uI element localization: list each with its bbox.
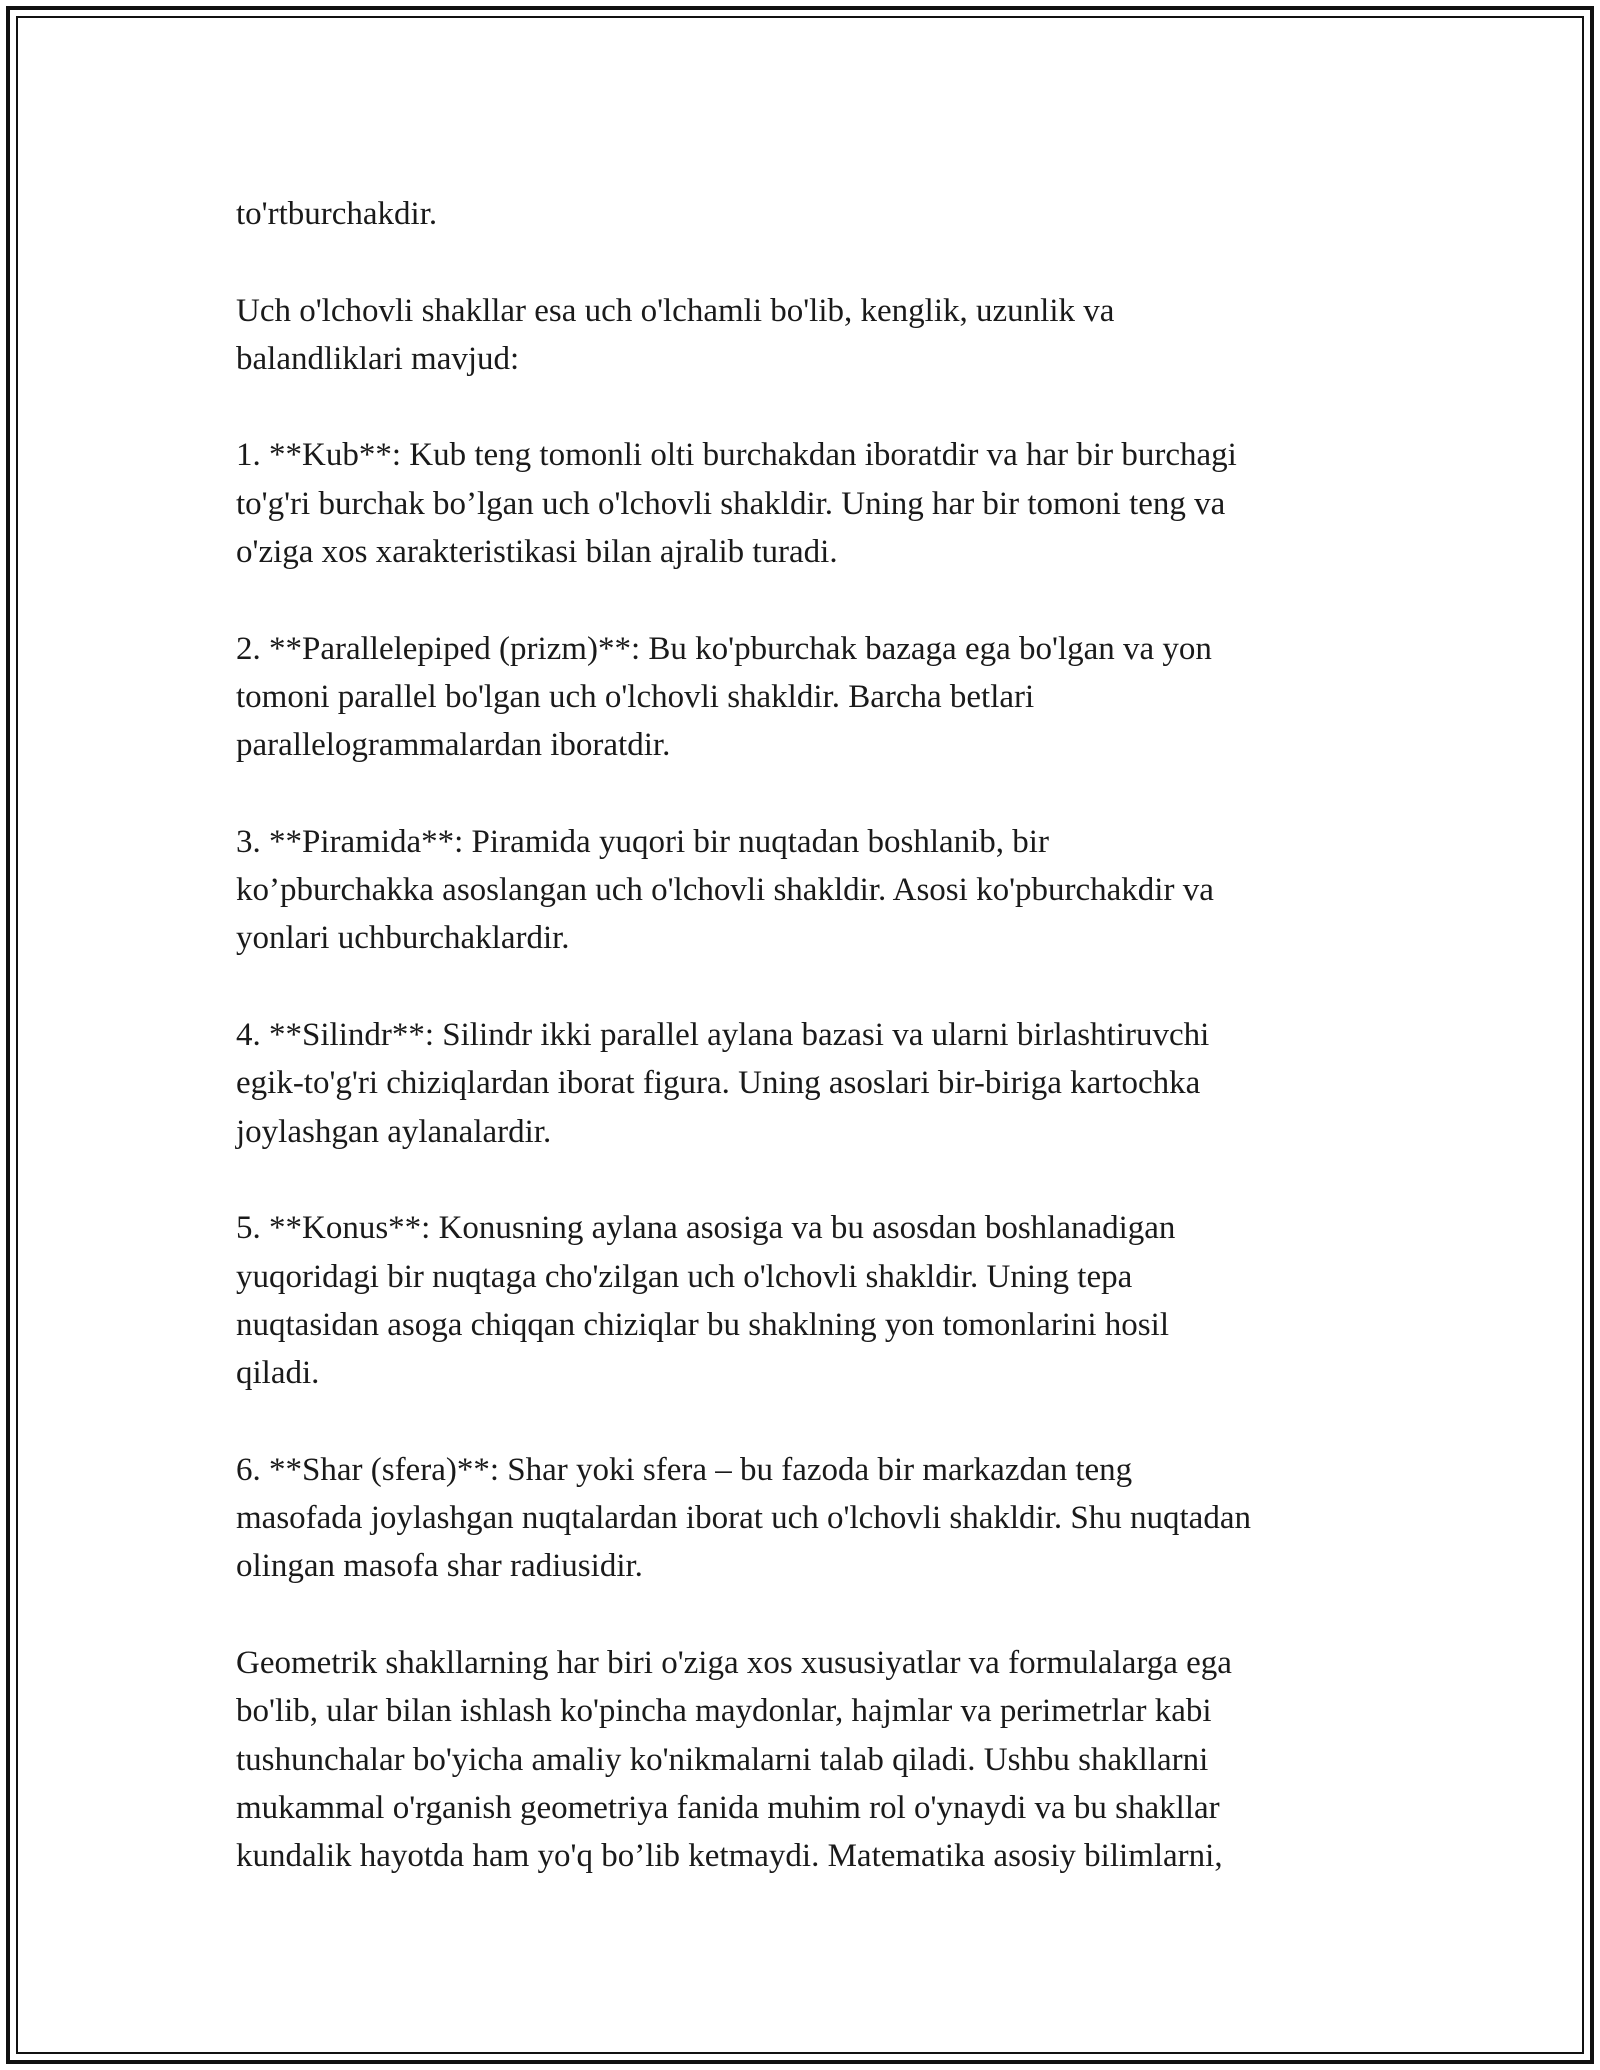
text-line: kundalik hayotda ham yo'q bo’lib ketmaydi. Matematika asosiy bilimlarni, — [236, 1838, 1223, 1875]
text-line: yonlari uchburchaklardir. — [236, 920, 570, 957]
text-line: Uch o'lchovli shakllar esa uch o'lchamli bo'lib, kenglik, uzunlik va — [236, 292, 1115, 329]
text-line: nuqtasidan asoga chiqqan chiziqlar bu shaklning yon tomonlarini hosil — [236, 1306, 1169, 1343]
text-line: to'rtburchakdir. — [236, 196, 438, 232]
paragraph — [236, 287, 1386, 384]
text-line: yuqoridagi bir nuqtaga cho'zilgan uch o'lchovli shakldir. Uning tepa — [236, 1258, 1133, 1295]
paragraph — [236, 431, 1386, 576]
text-line: 5. **Konus**: Konusning aylana asosiga va bu asosdan boshlanadigan — [236, 1210, 1176, 1247]
text-line: parallelogrammalardan iboratdir. — [236, 727, 671, 764]
text-line: qiladi. — [236, 1355, 320, 1392]
text-line: bo'lib, ular bilan ishlash ko'pincha maydonlar, hajmlar va perimetrlar kabi — [236, 1693, 1212, 1730]
paragraph — [236, 1204, 1386, 1397]
text-line: egik-to'g'ri chiziqlardan iborat figura. Uning asoslari bir-biriga kartochka — [236, 1065, 1201, 1102]
paragraph — [236, 1639, 1386, 1880]
text-line: mukammal o'rganish geometriya fanida muhim rol o'ynaydi va bu shakllar — [236, 1789, 1220, 1826]
text-line: tushunchalar bo'yicha amaliy ko'nikmalarni talab qiladi. Ushbu shakllarni — [236, 1741, 1209, 1778]
text-line: 3. **Piramida**: Piramida yuqori bir nuqtadan boshlanib, bir — [236, 823, 1049, 860]
text-line: o'ziga xos xarakteristikasi bilan ajralib turadi. — [236, 534, 838, 571]
text-line: ko’pburchakka asoslangan uch o'lchovli shakldir. Asosi ko'pburchakdir va — [236, 872, 1214, 909]
document-body — [236, 190, 1386, 1929]
paragraph — [236, 625, 1386, 770]
paragraph — [236, 190, 1386, 238]
text-line: joylashgan aylanalardir. — [236, 1113, 552, 1150]
text-line: tomoni parallel bo'lgan uch o'lchovli shakldir. Barcha betlari — [236, 678, 1035, 715]
text-line: 1. **Kub**: Kub teng tomonli olti burchakdan iboratdir va har bir burchagi — [236, 437, 1237, 474]
paragraph — [236, 818, 1386, 963]
text-line: Geometrik shakllarning har biri o'ziga xos xususiyatlar va formulalarga ega — [236, 1644, 1232, 1681]
text-line: masofada joylashgan nuqtalardan iborat uch o'lchovli shakldir. Shu nuqtadan — [236, 1500, 1251, 1537]
text-line: 4. **Silindr**: Silindr ikki parallel aylana bazasi va ularni birlashtiruvchi — [236, 1017, 1210, 1054]
paragraph — [236, 1446, 1386, 1591]
paragraph — [236, 1011, 1386, 1156]
text-line: 2. **Parallelepiped (prizm)**: Bu ko'pburchak bazaga ega bo'lgan va yon — [236, 630, 1212, 667]
text-line: to'g'ri burchak bo’lgan uch o'lchovli shakldir. Uning har bir tomoni teng va — [236, 485, 1226, 522]
text-line: olingan masofa shar radiusidir. — [236, 1548, 643, 1585]
text-line: 6. **Shar (sfera)**: Shar yoki sfera – bu fazoda bir markazdan teng — [236, 1451, 1133, 1488]
text-line: balandliklari mavjud: — [236, 340, 520, 377]
